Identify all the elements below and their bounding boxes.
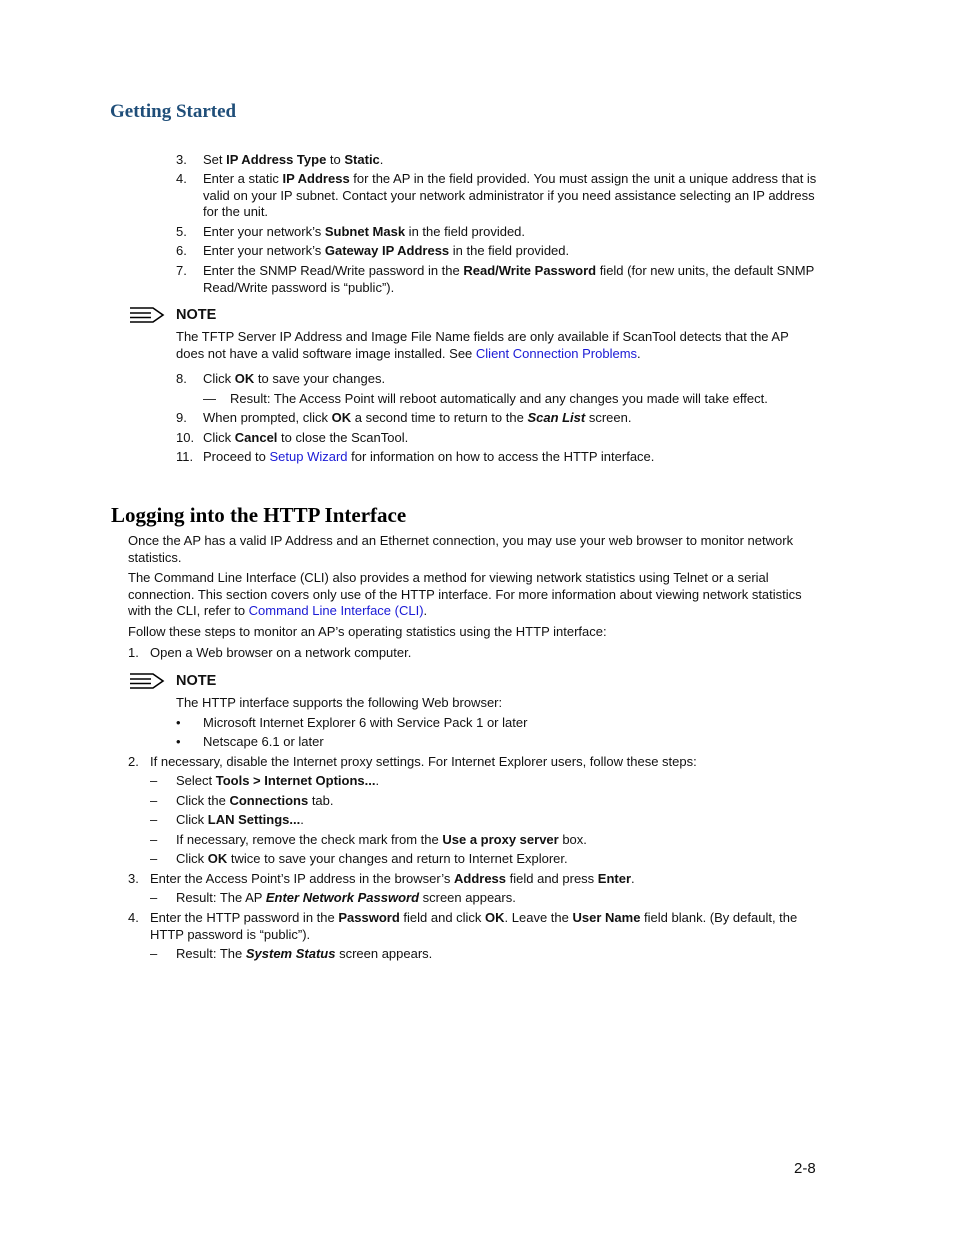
page-number: 2-8 bbox=[794, 1160, 816, 1177]
result-text: Result: The Access Point will reboot automatically and any changes you made will take effect. bbox=[230, 391, 768, 406]
step-number: 8. bbox=[176, 371, 187, 386]
bold-term: LAN Settings... bbox=[207, 812, 301, 827]
step-text: Enter the HTTP password in the Password field and click OK. Leave the User Name field blank. (By default, the HTTP password is “public”). bbox=[150, 910, 798, 942]
bold-term: User Name bbox=[572, 910, 641, 925]
sub-step-dash: – bbox=[150, 773, 158, 788]
bold-term: Cancel bbox=[234, 430, 278, 445]
bold-term: Static bbox=[344, 152, 380, 167]
paragraph: Follow these steps to monitor an AP’s operating statistics using the HTTP interface: bbox=[128, 624, 607, 639]
sub-step-text: Result: The System Status screen appears. bbox=[176, 946, 433, 961]
bold-term: OK bbox=[331, 410, 352, 425]
section-header: Getting Started bbox=[110, 101, 237, 122]
bold-term: Password bbox=[338, 910, 400, 925]
sub-step-dash: – bbox=[150, 890, 158, 905]
bold-term: Use a proxy server bbox=[442, 832, 559, 847]
cross-reference-link[interactable]: Setup Wizard bbox=[269, 449, 348, 464]
step-text: Enter your network’s Gateway IP Address in the field provided. bbox=[203, 243, 570, 258]
screen-name: Scan List bbox=[527, 410, 586, 425]
step-number: 7. bbox=[176, 263, 187, 278]
note-label: NOTE bbox=[176, 307, 217, 323]
step-text: Proceed to Setup Wizard for information on how to access the HTTP interface. bbox=[203, 449, 655, 464]
note-pen-icon bbox=[129, 306, 165, 324]
bold-term: OK bbox=[207, 851, 228, 866]
bold-term: Read/Write Password bbox=[463, 263, 597, 278]
step-number: 6. bbox=[176, 243, 187, 258]
result-dash: — bbox=[203, 391, 216, 406]
sub-step-dash: – bbox=[150, 832, 158, 847]
bold-term: Subnet Mask bbox=[324, 224, 406, 239]
note-intro: The HTTP interface supports the following Web browser: bbox=[176, 695, 503, 710]
bold-term: IP Address bbox=[282, 171, 350, 186]
step-number: 9. bbox=[176, 410, 187, 425]
screen-name: System Status bbox=[245, 946, 336, 961]
bold-term: IP Address Type bbox=[226, 152, 327, 167]
screen-name: Enter Network Password bbox=[265, 890, 420, 905]
bold-term: Connections bbox=[229, 793, 309, 808]
sub-step-text: Select Tools > Internet Options.... bbox=[176, 773, 380, 788]
note-pen-icon bbox=[129, 672, 165, 690]
step-number: 11. bbox=[176, 449, 194, 464]
sub-step-dash: – bbox=[150, 812, 158, 827]
step-text: Open a Web browser on a network computer. bbox=[150, 645, 412, 660]
bullet-icon: • bbox=[176, 734, 181, 749]
step-number: 3. bbox=[128, 871, 139, 886]
note-label: NOTE bbox=[176, 673, 217, 689]
cross-reference-link[interactable]: Client Connection Problems bbox=[475, 345, 638, 361]
step-number: 2. bbox=[128, 754, 139, 769]
step-text: Click OK to save your changes. bbox=[203, 371, 386, 386]
bullet-icon: • bbox=[176, 715, 181, 730]
step-number: 4. bbox=[128, 910, 139, 925]
sub-step-text: Click the Connections tab. bbox=[176, 793, 334, 808]
bold-term: Enter bbox=[597, 871, 632, 886]
note-text: The TFTP Server IP Address and Image File Name fields are only available if ScanTool detects that the AP does not have a valid software image installed. See Client Connection Problems. bbox=[176, 329, 789, 361]
step-number: 3. bbox=[176, 152, 187, 167]
sub-step-text: Click OK twice to save your changes and return to Internet Explorer. bbox=[176, 851, 568, 866]
step-text: Enter the SNMP Read/Write password in the Read/Write Password field (for new units, the default SNMP Read/Write password is “public”). bbox=[203, 263, 815, 295]
sub-step-dash: – bbox=[150, 946, 158, 961]
bold-term: OK bbox=[234, 371, 255, 386]
sub-step-dash: – bbox=[150, 793, 158, 808]
step-number: 1. bbox=[128, 645, 139, 660]
bold-term: Address bbox=[453, 871, 507, 886]
step-number: 10. bbox=[176, 430, 195, 445]
cross-reference-link[interactable]: Command Line Interface (CLI) bbox=[248, 603, 424, 618]
paragraph: Once the AP has a valid IP Address and an Ethernet connection, you may use your web browser to monitor network statistics. bbox=[128, 533, 794, 565]
step-text: Enter your network’s Subnet Mask in the field provided. bbox=[203, 224, 526, 239]
sub-step-text: Result: The AP Enter Network Password screen appears. bbox=[176, 890, 516, 905]
bold-term: Gateway IP Address bbox=[324, 243, 450, 258]
bullet-item: Netscape 6.1 or later bbox=[203, 734, 324, 749]
sub-step-text: If necessary, remove the check mark from the Use a proxy server box. bbox=[176, 832, 587, 847]
paragraph: The Command Line Interface (CLI) also provides a method for viewing network statistics using Telnet or a serial connection. This section covers only use of the HTTP interface. For more information about viewing network statistics with the CLI, refer to Command Line Interface (CLI). bbox=[128, 570, 802, 618]
step-text: Enter a static IP Address for the AP in the field provided. You must assign the unit a unique address that is valid on your IP subnet. Contact your network administrator if you need assistance selecting an IP address for the unit. bbox=[203, 171, 817, 219]
step-text: Click Cancel to close the ScanTool. bbox=[203, 430, 409, 445]
bold-term: Tools > Internet Options... bbox=[215, 773, 376, 788]
sub-step-dash: – bbox=[150, 851, 158, 866]
step-text: If necessary, disable the Internet proxy settings. For Internet Explorer users, follow these steps: bbox=[150, 754, 697, 769]
section-heading: Logging into the HTTP Interface bbox=[111, 503, 407, 527]
step-number: 5. bbox=[176, 224, 187, 239]
step-text: Set IP Address Type to Static. bbox=[203, 152, 384, 167]
step-text: When prompted, click OK a second time to return to the Scan List screen. bbox=[203, 410, 632, 425]
bullet-item: Microsoft Internet Explorer 6 with Service Pack 1 or later bbox=[203, 715, 528, 730]
step-text: Enter the Access Point’s IP address in the browser’s Address field and press Enter. bbox=[150, 871, 635, 886]
step-number: 4. bbox=[176, 171, 187, 186]
bold-term: OK bbox=[485, 910, 505, 925]
sub-step-text: Click LAN Settings.... bbox=[176, 812, 304, 827]
